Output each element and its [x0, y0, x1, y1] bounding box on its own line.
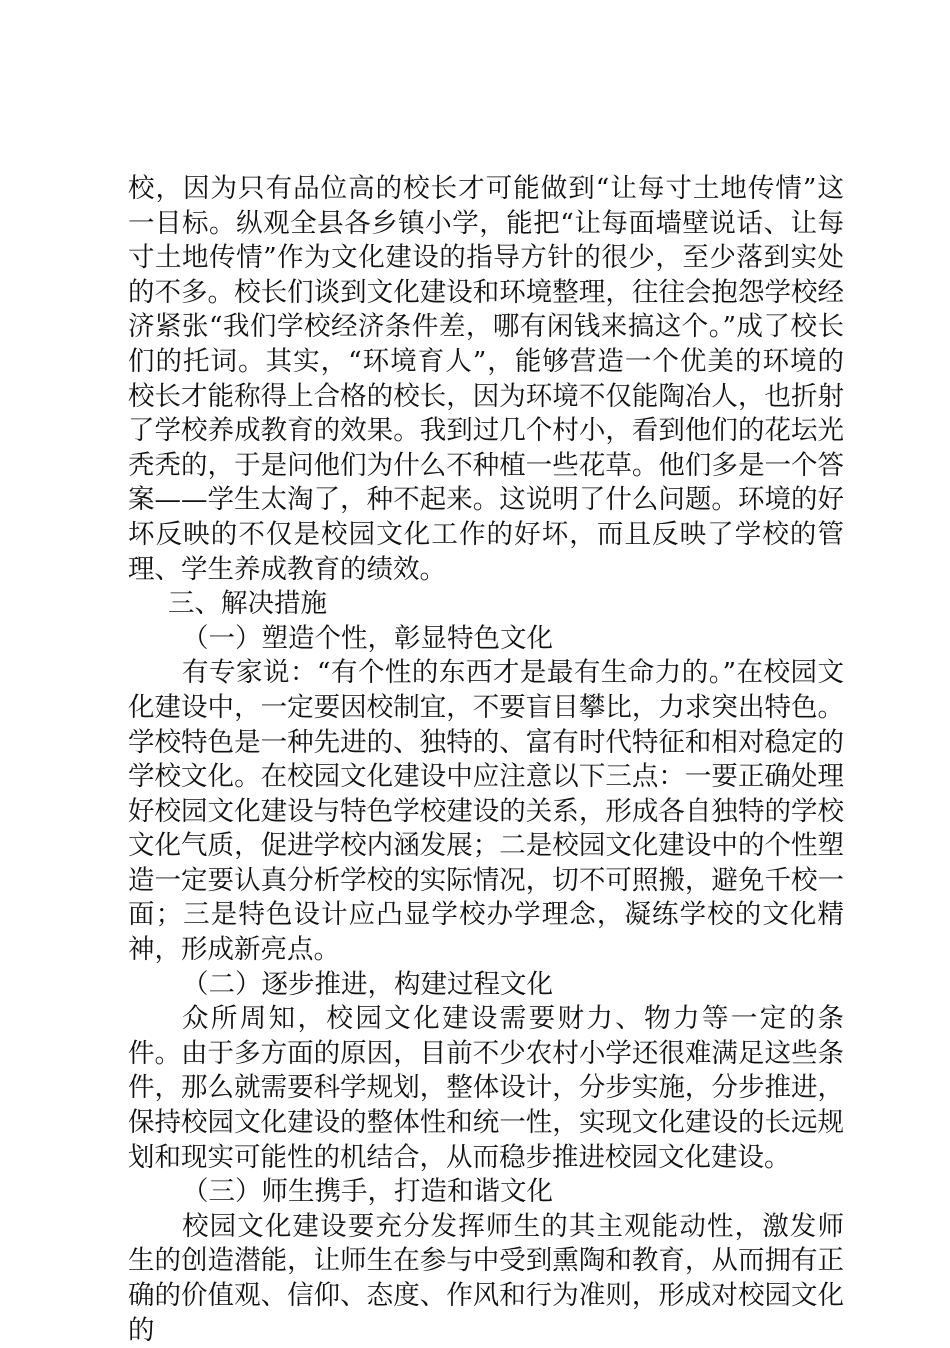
section-heading-solutions: 三、解决措施 [168, 588, 327, 620]
paragraph-continuation: 校，因为只有品位高的校长才可能做到“让每寸土地传情”这一目标。纵观全县各乡镇小学，能把“让每面墙壁说话、让每寸土地传情”作为文化建设的指导方针的很少，至少落到实处的不多。校长们谈到文化建设和环境整理，往往会抱怨学校经济紧张“我们学校经济条件差，哪有闲钱来搞这个。”成了校长们的托词。其实，“环境育人”，能够营造一个优美的环境的校长才能称得上合格的校长，因为环境不仅能陶冶人，也折射了学校养成教育的效果。我到过几个村小，看到他们的花坛光秃秃的，于是问他们为什么不种植一些花草。他们多是一个答案——学生太淘了，种不起来。这说明了什么问题。环境的好坏反映的不仅是校园文化工作的好坏，而且反映了学校的管理、学生养成教育的绩效。 [128, 173, 844, 585]
subheading-2: （二）逐步推进，构建过程文化 [182, 968, 553, 1000]
body-text [128, 172, 844, 1348]
paragraph-1: 有专家说：“有个性的东西才是最有生命力的。”在校园文化建设中，一定要因校制宜，不要盲目攀比，力求突出特色。学校特色是一种先进的、独特的、富有时代特征和相对稳定的学校文化。在校园文化建设中应注意以下三点：一要正确处理好校园文化建设与特色学校建设的关系，形成各自独特的学校文化气质，促进学校内涵发展；二是校园文化建设中的个性塑造一定要认真分析学校的实际情况，切不可照搬，避免千校一面；三是特色设计应凸显学校办学理念，凝练学校的文化精神，形成新亮点。 [128, 657, 844, 966]
subheading-1: （一）塑造个性，彰显特色文化 [182, 622, 553, 654]
subheading-3: （三）师生携手，打造和谐文化 [182, 1176, 553, 1208]
paragraph-2: 众所周知，校园文化建设需要财力、物力等一定的条件。由于多方面的原因，目前不少农村小学还很难满足这些条件，那么就需要科学规划，整体设计，分步实施，分步推进，保持校园文化建设的整体性和统一性，实现文化建设的长远规划和现实可能性的机结合，从而稳步推进校园文化建设。 [128, 1003, 844, 1173]
paragraph-3: 校园文化建设要充分发挥师生的其主观能动性，激发师生的创造潜能，让师生在参与中受到熏陶和教育，从而拥有正确的价值观、信仰、态度、作风和行为准则，形成对校园文化的 [128, 1210, 844, 1346]
